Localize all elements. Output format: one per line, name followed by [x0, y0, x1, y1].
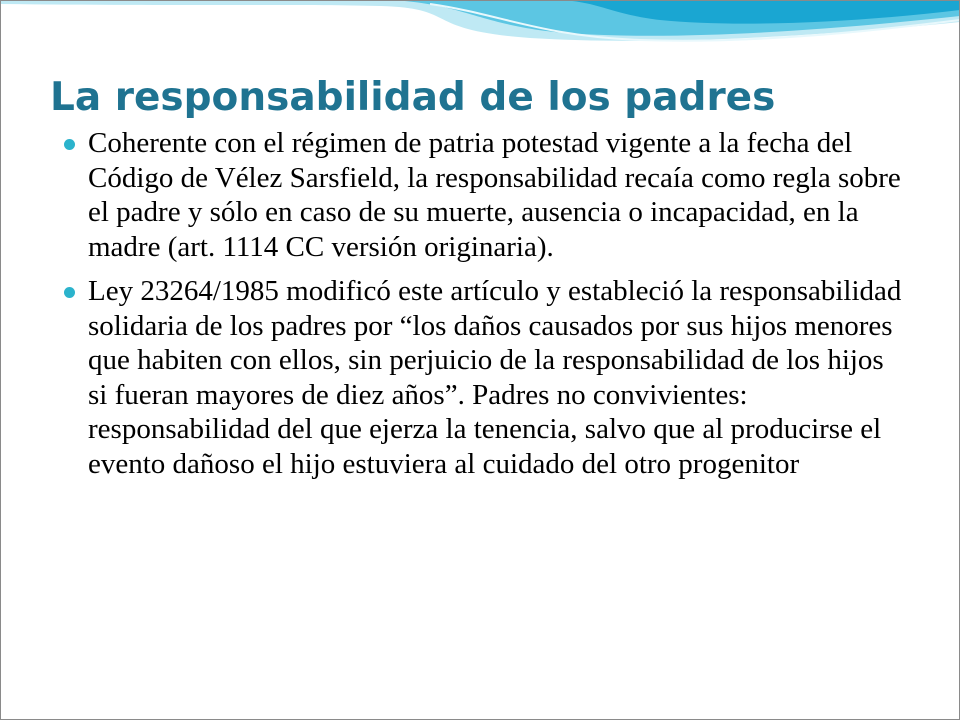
bullet-text: Ley 23264/1985 modificó este artículo y estableció la responsabilidad solidaria de los padres por “los daños causados por sus hijos menores que habiten con ellos, sin perjuicio de la responsabilidad de los hijos si fueran mayores de diez años”. Padres no convivientes: responsabilidad del que ejerza la tenencia, salvo que al producirse el evento dañoso el hijo estuviera al cuidado del otro progenitor [88, 275, 902, 480]
bullet-text: Coherente con el régimen de patria potestad vigente a la fecha del Código de Vélez Sarsfield, la responsabilidad recaía como regla sobre el padre y sólo en caso de su muerte, ausencia o incapacidad, en la madre (art. 1114 CC versión originaria). [88, 127, 901, 263]
bullet-dot-icon [64, 287, 75, 298]
slide-title: La responsabilidad de los padres [50, 75, 776, 120]
bullet-dot-icon [64, 139, 75, 150]
bullet-item [64, 126, 904, 264]
bullet-item [64, 274, 904, 481]
header-wave-decoration [0, 0, 960, 80]
bullet-list [64, 126, 904, 491]
